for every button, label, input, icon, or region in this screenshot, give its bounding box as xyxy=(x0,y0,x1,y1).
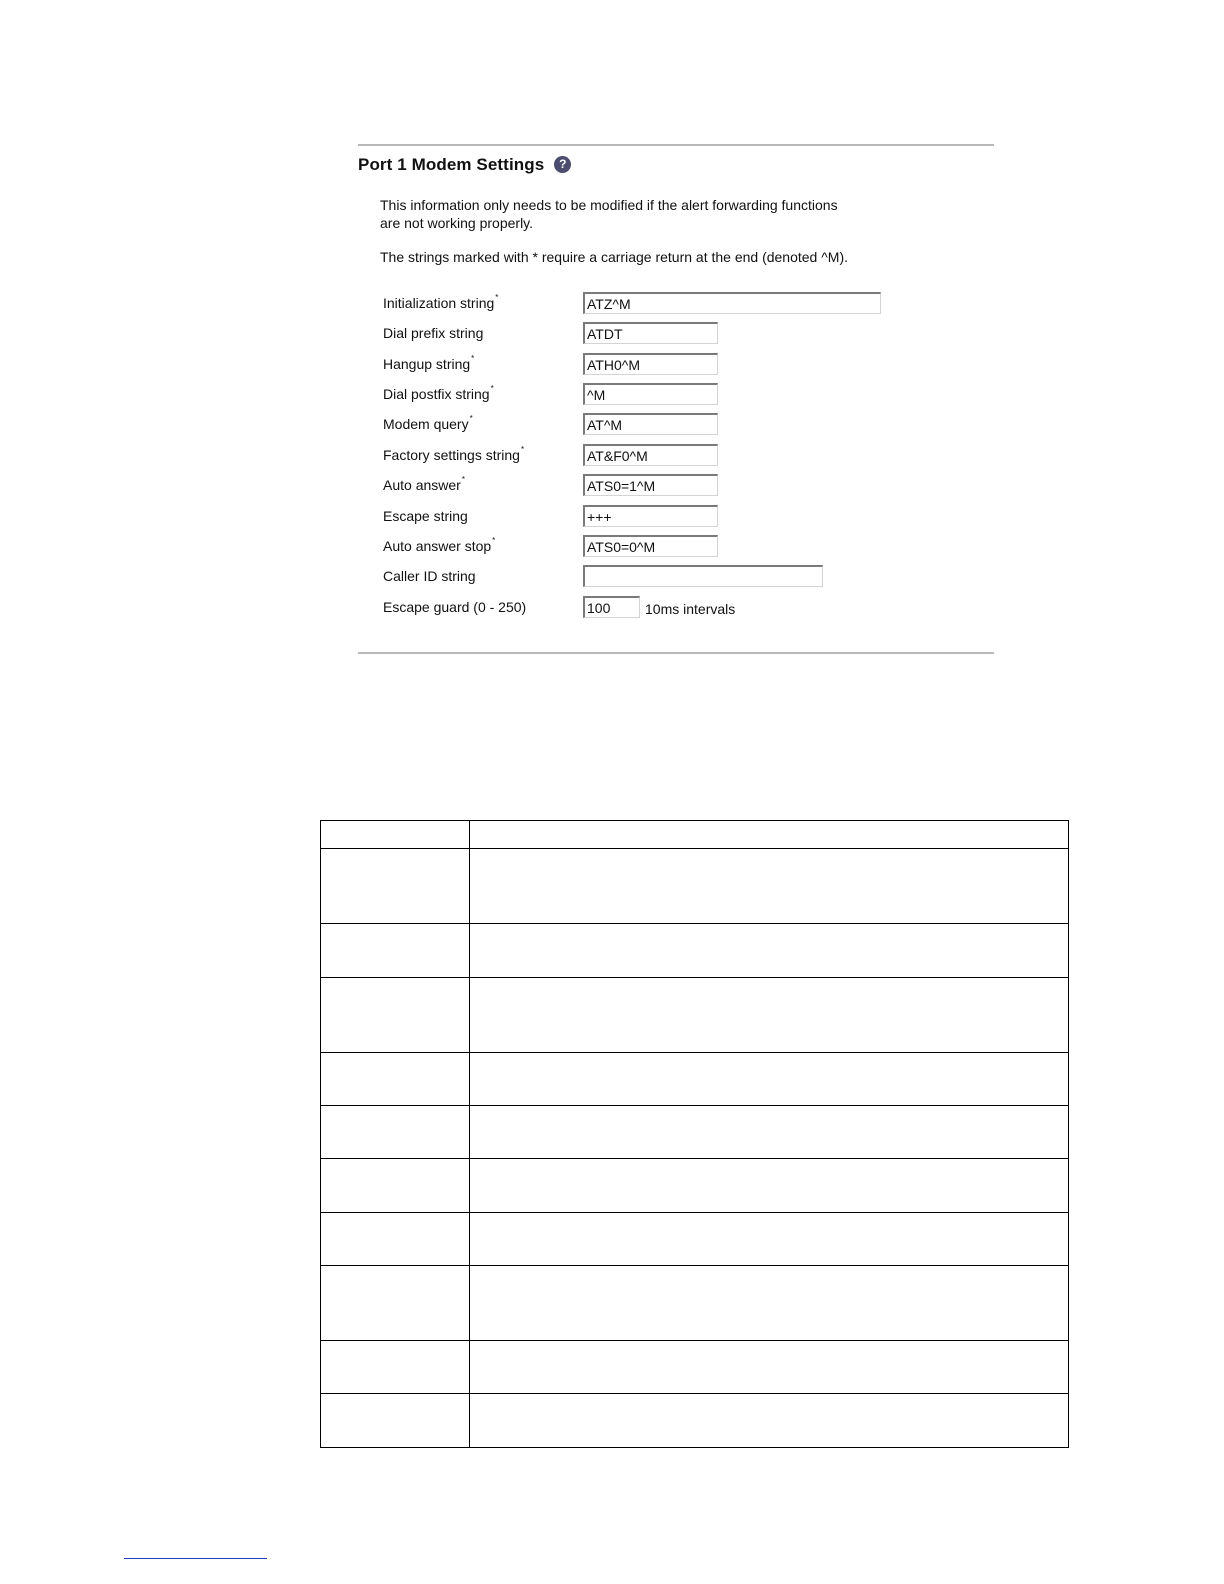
table-row xyxy=(321,1159,1069,1213)
table-cell xyxy=(321,1394,470,1448)
table-cell xyxy=(470,978,1069,1053)
description-table xyxy=(320,820,1069,1448)
auto-answer-stop-input[interactable] xyxy=(583,535,718,557)
intro-text-line-2: are not working properly. xyxy=(380,215,534,231)
table-cell xyxy=(321,978,470,1053)
table-cell xyxy=(470,1213,1069,1266)
caller-id-string-input[interactable] xyxy=(583,565,823,587)
intro-text-line-1: This information only needs to be modified if the alert forwarding functions xyxy=(380,197,838,213)
table-row xyxy=(321,1213,1069,1266)
asterisk-note: The strings marked with * require a carriage return at the end (denoted ^M). xyxy=(380,249,849,265)
row-escape-guard xyxy=(358,596,994,620)
row-hangup-string xyxy=(358,353,994,377)
table-row xyxy=(321,924,1069,978)
factory-settings-string-input[interactable] xyxy=(583,444,718,466)
required-asterisk: * xyxy=(520,445,525,454)
help-icon[interactable]: ? xyxy=(554,156,571,173)
row-modem-query xyxy=(358,413,994,437)
table-cell xyxy=(470,924,1069,978)
auto-answer-stop-label: Auto answer stop* xyxy=(383,536,496,554)
row-auto-answer xyxy=(358,474,994,498)
panel-title xyxy=(358,155,571,175)
table-cell xyxy=(470,1106,1069,1159)
table-cell xyxy=(470,821,1069,849)
table-row xyxy=(321,1341,1069,1394)
table-cell xyxy=(470,1159,1069,1213)
dial-prefix-string-label: Dial prefix string xyxy=(383,325,484,341)
dial-postfix-string-input[interactable] xyxy=(583,383,718,405)
row-caller-id-string xyxy=(358,565,994,589)
caller-id-string-label: Caller ID string xyxy=(383,568,476,584)
escape-guard-units: 10ms intervals xyxy=(645,601,736,617)
initialization-string-label: Initialization string* xyxy=(383,293,499,311)
table-row xyxy=(321,849,1069,924)
escape-string-input[interactable] xyxy=(583,505,718,527)
table-header-row xyxy=(321,821,1069,849)
initialization-string-input[interactable] xyxy=(583,292,881,314)
table-cell xyxy=(321,821,470,849)
row-auto-answer-stop xyxy=(358,535,994,559)
required-asterisk: * xyxy=(461,475,465,484)
table-cell xyxy=(321,1213,470,1266)
panel-title-text: Port 1 Modem Settings xyxy=(358,155,545,174)
factory-settings-string-label: Factory settings string* xyxy=(383,445,525,463)
modem-query-input[interactable] xyxy=(583,413,718,435)
required-asterisk: * xyxy=(469,414,473,423)
auto-answer-input[interactable] xyxy=(583,474,718,496)
required-asterisk: * xyxy=(490,384,494,393)
row-dial-prefix-string xyxy=(358,322,994,346)
table-cell xyxy=(321,1106,470,1159)
row-factory-settings-string xyxy=(358,444,994,468)
escape-guard-input[interactable] xyxy=(583,596,640,618)
table-cell xyxy=(470,1053,1069,1106)
table-cell xyxy=(321,849,470,924)
table-cell xyxy=(470,1266,1069,1341)
table-cell xyxy=(470,849,1069,924)
table-row xyxy=(321,1394,1069,1448)
table-cell xyxy=(321,1053,470,1106)
modem-settings-panel xyxy=(358,144,994,654)
table-row xyxy=(321,1266,1069,1341)
escape-guard-label: Escape guard (0 - 250) xyxy=(383,599,527,615)
footnote-separator xyxy=(124,1558,267,1559)
table-row xyxy=(321,1053,1069,1106)
row-escape-string xyxy=(358,505,994,529)
modem-query-label: Modem query* xyxy=(383,414,473,432)
auto-answer-label: Auto answer* xyxy=(383,475,465,493)
row-dial-postfix-string xyxy=(358,383,994,407)
table-cell xyxy=(470,1394,1069,1448)
bottom-divider xyxy=(358,652,994,654)
required-asterisk: * xyxy=(492,536,496,545)
hangup-string-input[interactable] xyxy=(583,353,718,375)
hangup-string-label: Hangup string* xyxy=(383,354,475,372)
table-row xyxy=(321,1106,1069,1159)
table-cell xyxy=(321,1266,470,1341)
dial-prefix-string-input[interactable] xyxy=(583,322,718,344)
table-row xyxy=(321,978,1069,1053)
row-initialization-string xyxy=(358,292,994,316)
top-divider xyxy=(358,144,994,146)
table-cell xyxy=(321,924,470,978)
dial-postfix-string-label: Dial postfix string* xyxy=(383,384,494,402)
table-cell xyxy=(321,1341,470,1394)
escape-string-label: Escape string xyxy=(383,508,468,524)
table-cell xyxy=(321,1159,470,1213)
required-asterisk: * xyxy=(471,354,475,363)
required-asterisk: * xyxy=(495,293,499,302)
table-cell xyxy=(470,1341,1069,1394)
